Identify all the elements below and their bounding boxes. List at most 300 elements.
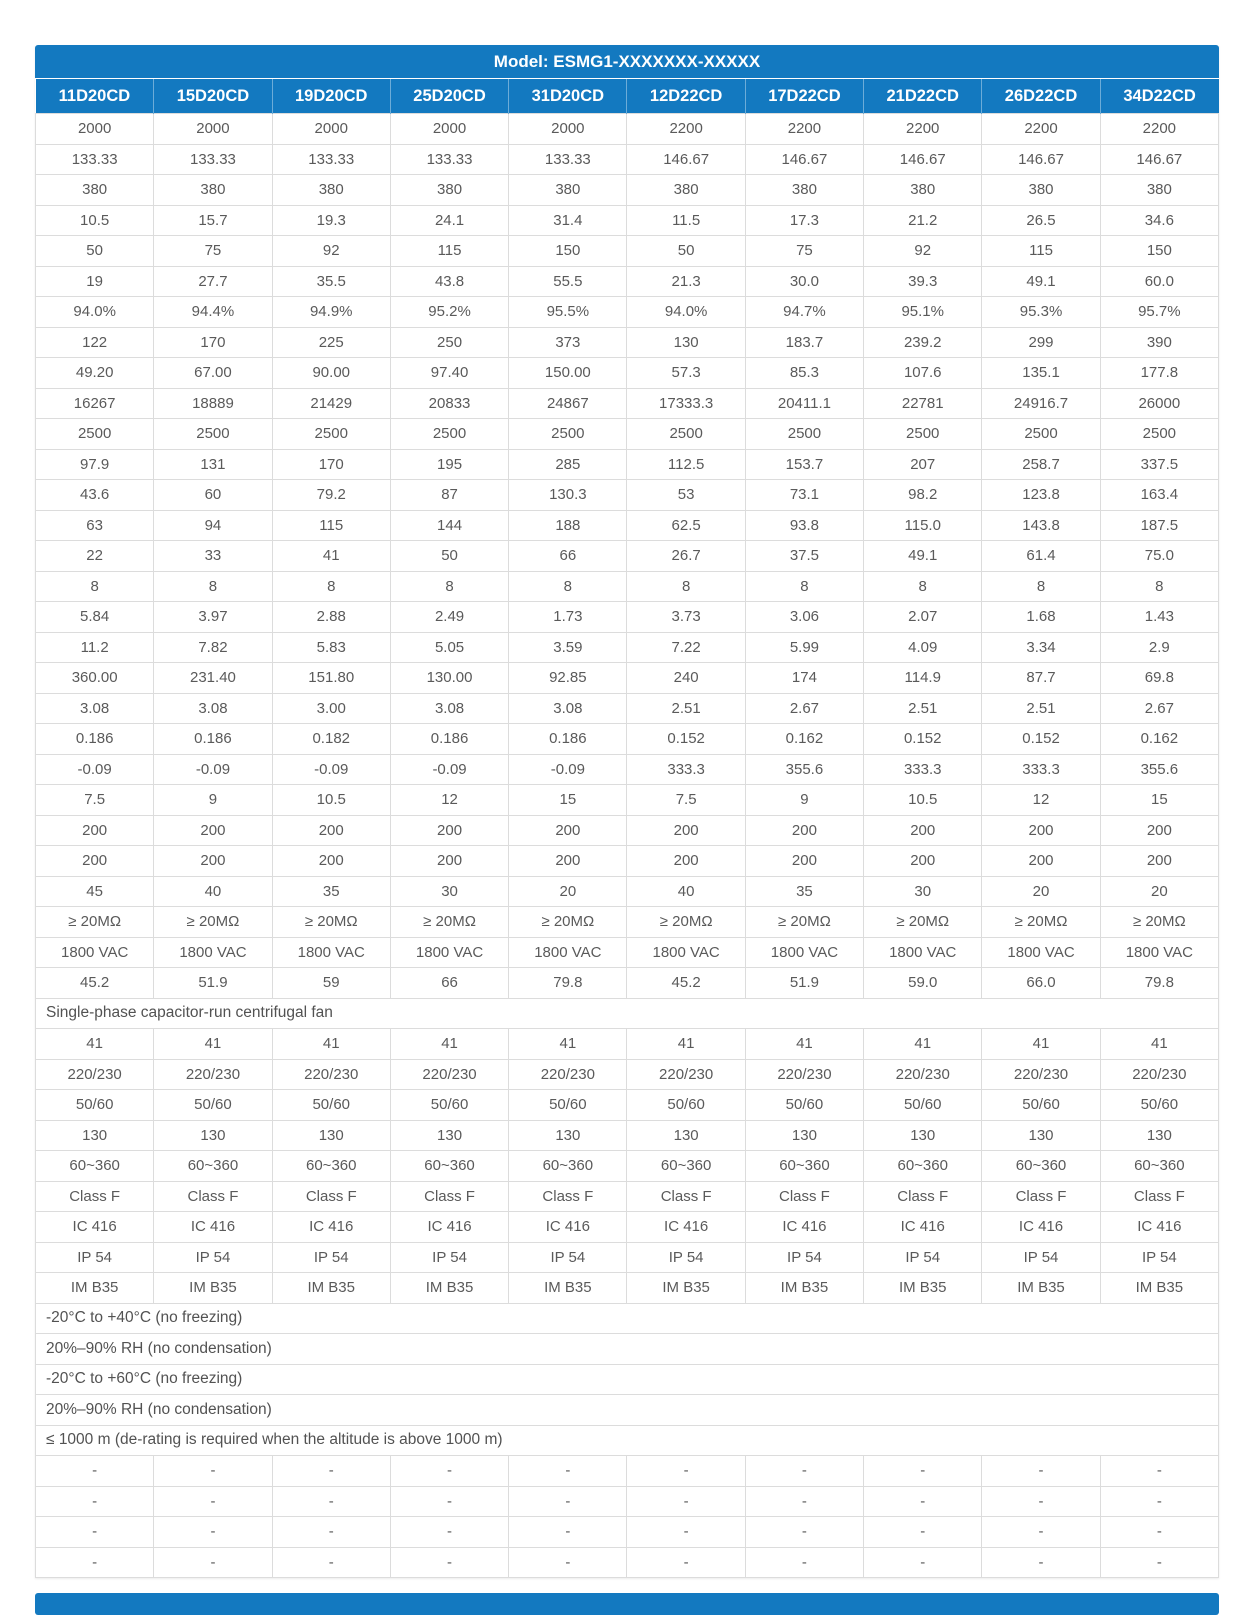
table-row <box>36 327 1219 358</box>
table-cell: 8 <box>390 571 508 602</box>
table-row <box>36 876 1219 907</box>
table-cell: 50/60 <box>390 1090 508 1121</box>
table-cell: 41 <box>1100 1029 1218 1060</box>
table-cell: IP 54 <box>864 1242 982 1273</box>
table-cell: Class F <box>627 1181 745 1212</box>
table-cell: ≥ 20MΩ <box>36 907 154 938</box>
table-cell: 2.9 <box>1100 632 1218 663</box>
table-cell: IM B35 <box>982 1273 1100 1304</box>
table-row <box>36 144 1219 175</box>
table-cell: 130 <box>627 327 745 358</box>
table-cell: 90.00 <box>272 358 390 389</box>
table-cell: 51.9 <box>154 968 272 999</box>
table-cell: 115 <box>982 236 1100 267</box>
table-cell: 17.3 <box>745 205 863 236</box>
table-cell: 16267 <box>36 388 154 419</box>
table-cell: 3.08 <box>509 693 627 724</box>
table-cell: 18889 <box>154 388 272 419</box>
table-cell: 35 <box>745 876 863 907</box>
table-cell: 130 <box>627 1120 745 1151</box>
table-cell: 200 <box>36 846 154 877</box>
table-cell: 2500 <box>390 419 508 450</box>
table-cell: 3.08 <box>390 693 508 724</box>
table-cell: 45.2 <box>36 968 154 999</box>
table-cell: 21429 <box>272 388 390 419</box>
table-cell: 2.51 <box>627 693 745 724</box>
table-row <box>36 1425 1219 1456</box>
merged-row-cell: ≤ 1000 m (de-rating is required when the altitude is above 1000 m) <box>36 1425 1219 1456</box>
table-cell: 151.80 <box>272 663 390 694</box>
column-header: 26D22CD <box>982 79 1100 114</box>
table-row <box>36 1120 1219 1151</box>
table-cell: 3.08 <box>36 693 154 724</box>
table-cell: 43.6 <box>36 480 154 511</box>
table-cell: 333.3 <box>627 754 745 785</box>
table-cell: 150.00 <box>509 358 627 389</box>
table-cell: 380 <box>509 175 627 206</box>
table-cell: 1800 VAC <box>36 937 154 968</box>
table-cell: IC 416 <box>745 1212 863 1243</box>
table-cell: 0.186 <box>36 724 154 755</box>
table-cell: 20 <box>982 876 1100 907</box>
table-row <box>36 1273 1219 1304</box>
column-header: 11D20CD <box>36 79 154 114</box>
table-cell: 112.5 <box>627 449 745 480</box>
table-cell: 380 <box>745 175 863 206</box>
table-cell: 220/230 <box>509 1059 627 1090</box>
table-cell: 50/60 <box>864 1090 982 1121</box>
table-cell: 177.8 <box>1100 358 1218 389</box>
table-row <box>36 968 1219 999</box>
table-row <box>36 937 1219 968</box>
table-row <box>36 1395 1219 1426</box>
column-header: 15D20CD <box>154 79 272 114</box>
table-cell: - <box>745 1456 863 1487</box>
table-cell: ≥ 20MΩ <box>627 907 745 938</box>
table-cell: 200 <box>272 815 390 846</box>
table-cell: 133.33 <box>272 144 390 175</box>
table-cell: 26.7 <box>627 541 745 572</box>
table-cell: 130 <box>390 1120 508 1151</box>
table-cell: 62.5 <box>627 510 745 541</box>
table-cell: - <box>1100 1456 1218 1487</box>
table-cell: 50/60 <box>154 1090 272 1121</box>
table-cell: 92 <box>864 236 982 267</box>
table-cell: IM B35 <box>864 1273 982 1304</box>
table-cell: 200 <box>627 846 745 877</box>
table-cell: 107.6 <box>864 358 982 389</box>
table-cell: 200 <box>36 815 154 846</box>
table-cell: - <box>627 1456 745 1487</box>
table-cell: 60~360 <box>1100 1151 1218 1182</box>
table-cell: IC 416 <box>154 1212 272 1243</box>
table-cell: 92 <box>272 236 390 267</box>
table-cell: 187.5 <box>1100 510 1218 541</box>
table-cell: IC 416 <box>627 1212 745 1243</box>
table-cell: 50 <box>627 236 745 267</box>
table-cell: 7.22 <box>627 632 745 663</box>
table-cell: 94.7% <box>745 297 863 328</box>
table-cell: 2000 <box>509 114 627 145</box>
table-cell: 200 <box>1100 815 1218 846</box>
table-cell: 8 <box>509 571 627 602</box>
table-cell: 195 <box>390 449 508 480</box>
table-cell: 66 <box>509 541 627 572</box>
table-cell: - <box>272 1547 390 1578</box>
table-cell: 133.33 <box>390 144 508 175</box>
table-row <box>36 388 1219 419</box>
table-cell: 131 <box>154 449 272 480</box>
table-cell: 22781 <box>864 388 982 419</box>
table-cell: 390 <box>1100 327 1218 358</box>
table-cell: 50 <box>390 541 508 572</box>
table-cell: 30.0 <box>745 266 863 297</box>
table-cell: 333.3 <box>982 754 1100 785</box>
table-cell: 22 <box>36 541 154 572</box>
column-header: 34D22CD <box>1100 79 1218 114</box>
table-cell: 123.8 <box>982 480 1100 511</box>
table-cell: 1800 VAC <box>864 937 982 968</box>
table-cell: 26000 <box>1100 388 1218 419</box>
table-cell: 4.09 <box>864 632 982 663</box>
table-cell: 11.5 <box>627 205 745 236</box>
table-cell: IP 54 <box>1100 1242 1218 1273</box>
table-cell: 2500 <box>627 419 745 450</box>
table-cell: 380 <box>272 175 390 206</box>
table-cell: IP 54 <box>509 1242 627 1273</box>
table-cell: 0.162 <box>745 724 863 755</box>
table-cell: -0.09 <box>36 754 154 785</box>
table-cell: 59 <box>272 968 390 999</box>
table-cell: 200 <box>745 815 863 846</box>
table-row <box>36 724 1219 755</box>
table-cell: 21.2 <box>864 205 982 236</box>
table-cell: 333.3 <box>864 754 982 785</box>
table-cell: 2200 <box>982 114 1100 145</box>
table-cell: 8 <box>154 571 272 602</box>
table-cell: 380 <box>627 175 745 206</box>
table-row <box>36 693 1219 724</box>
table-cell: - <box>36 1517 154 1548</box>
table-row <box>36 754 1219 785</box>
table-cell: Class F <box>36 1181 154 1212</box>
table-row <box>36 205 1219 236</box>
table-cell: 2500 <box>272 419 390 450</box>
table-cell: 200 <box>745 846 863 877</box>
table-cell: 45 <box>36 876 154 907</box>
table-cell: 41 <box>36 1029 154 1060</box>
table-row <box>36 1303 1219 1334</box>
table-cell: 1.73 <box>509 602 627 633</box>
table-cell: 373 <box>509 327 627 358</box>
table-cell: 95.7% <box>1100 297 1218 328</box>
table-cell: 0.186 <box>154 724 272 755</box>
table-cell: 98.2 <box>864 480 982 511</box>
table-cell: 93.8 <box>745 510 863 541</box>
table-cell: - <box>1100 1517 1218 1548</box>
table-cell: 8 <box>1100 571 1218 602</box>
table-cell: 59.0 <box>864 968 982 999</box>
table-cell: 220/230 <box>982 1059 1100 1090</box>
table-cell: 285 <box>509 449 627 480</box>
table-row <box>36 1486 1219 1517</box>
table-cell: 66.0 <box>982 968 1100 999</box>
table-cell: 95.1% <box>864 297 982 328</box>
table-cell: - <box>745 1517 863 1548</box>
table-cell: 55.5 <box>509 266 627 297</box>
table-cell: 50/60 <box>509 1090 627 1121</box>
table-cell: - <box>154 1547 272 1578</box>
table-cell: 200 <box>154 815 272 846</box>
table-row <box>36 1456 1219 1487</box>
column-header: 25D20CD <box>390 79 508 114</box>
table-cell: 220/230 <box>154 1059 272 1090</box>
table-cell: 2000 <box>36 114 154 145</box>
table-cell: 3.59 <box>509 632 627 663</box>
table-cell: 10.5 <box>272 785 390 816</box>
table-cell: 60~360 <box>272 1151 390 1182</box>
table-cell: 2.49 <box>390 602 508 633</box>
column-header: 19D20CD <box>272 79 390 114</box>
merged-row-cell: -20°C to +60°C (no freezing) <box>36 1364 1219 1395</box>
column-header: 21D22CD <box>864 79 982 114</box>
table-cell: 146.67 <box>864 144 982 175</box>
table-cell: Class F <box>864 1181 982 1212</box>
table-cell: 0.152 <box>627 724 745 755</box>
table-cell: 200 <box>272 846 390 877</box>
table-cell: 207 <box>864 449 982 480</box>
table-cell: - <box>982 1486 1100 1517</box>
table-row <box>36 815 1219 846</box>
table-cell: - <box>36 1486 154 1517</box>
table-cell: 97.9 <box>36 449 154 480</box>
table-cell: 15 <box>509 785 627 816</box>
table-cell: 5.05 <box>390 632 508 663</box>
table-row <box>36 1364 1219 1395</box>
table-cell: 146.67 <box>982 144 1100 175</box>
table-cell: 60~360 <box>745 1151 863 1182</box>
table-cell: 37.5 <box>745 541 863 572</box>
table-row <box>36 1090 1219 1121</box>
table-cell: 67.00 <box>154 358 272 389</box>
table-row <box>36 510 1219 541</box>
table-cell: IC 416 <box>272 1212 390 1243</box>
table-cell: 220/230 <box>627 1059 745 1090</box>
table-cell: 1800 VAC <box>154 937 272 968</box>
table-cell: 34.6 <box>1100 205 1218 236</box>
table-cell: 380 <box>864 175 982 206</box>
table-cell: 12 <box>390 785 508 816</box>
table-cell: 146.67 <box>745 144 863 175</box>
table-cell: 41 <box>627 1029 745 1060</box>
table-cell: 3.34 <box>982 632 1100 663</box>
table-cell: 130.3 <box>509 480 627 511</box>
table-cell: 41 <box>745 1029 863 1060</box>
table-cell: 2500 <box>982 419 1100 450</box>
table-cell: 50/60 <box>745 1090 863 1121</box>
column-header: 31D20CD <box>509 79 627 114</box>
table-cell: 94.0% <box>627 297 745 328</box>
table-cell: 41 <box>390 1029 508 1060</box>
table-cell: 355.6 <box>1100 754 1218 785</box>
table-cell: 220/230 <box>864 1059 982 1090</box>
table-cell: 19.3 <box>272 205 390 236</box>
table-cell: 30 <box>864 876 982 907</box>
table-cell: 2500 <box>154 419 272 450</box>
table-cell: 2200 <box>627 114 745 145</box>
table-cell: 75 <box>154 236 272 267</box>
table-cell: 17333.3 <box>627 388 745 419</box>
table-cell: 115 <box>272 510 390 541</box>
table-cell: 94 <box>154 510 272 541</box>
table-cell: ≥ 20MΩ <box>509 907 627 938</box>
table-cell: 1800 VAC <box>982 937 1100 968</box>
table-cell: 2000 <box>272 114 390 145</box>
table-cell: 133.33 <box>509 144 627 175</box>
table-cell: IP 54 <box>36 1242 154 1273</box>
table-row <box>36 602 1219 633</box>
table-cell: 153.7 <box>745 449 863 480</box>
table-cell: 220/230 <box>1100 1059 1218 1090</box>
table-cell: IM B35 <box>36 1273 154 1304</box>
table-row <box>36 236 1219 267</box>
table-cell: 130 <box>982 1120 1100 1151</box>
table-row <box>36 663 1219 694</box>
table-cell: 2200 <box>864 114 982 145</box>
table-cell: 94.4% <box>154 297 272 328</box>
table-cell: - <box>627 1517 745 1548</box>
table-cell: 2.88 <box>272 602 390 633</box>
table-cell: 57.3 <box>627 358 745 389</box>
table-cell: 183.7 <box>745 327 863 358</box>
table-cell: 114.9 <box>864 663 982 694</box>
table-cell: 2500 <box>745 419 863 450</box>
table-row <box>36 571 1219 602</box>
table-cell: 220/230 <box>390 1059 508 1090</box>
table-cell: IC 416 <box>390 1212 508 1243</box>
table-cell: IC 416 <box>864 1212 982 1243</box>
table-cell: 220/230 <box>36 1059 154 1090</box>
table-cell: - <box>509 1486 627 1517</box>
table-cell: 240 <box>627 663 745 694</box>
table-cell: IP 54 <box>982 1242 1100 1273</box>
table-cell: - <box>390 1517 508 1548</box>
table-cell: 122 <box>36 327 154 358</box>
table-cell: 2500 <box>1100 419 1218 450</box>
table-cell: 33 <box>154 541 272 572</box>
table-cell: 3.06 <box>745 602 863 633</box>
table-row <box>36 480 1219 511</box>
table-row <box>36 1029 1219 1060</box>
table-row <box>36 907 1219 938</box>
table-cell: 79.8 <box>509 968 627 999</box>
table-cell: 0.186 <box>390 724 508 755</box>
spec-table-grid <box>35 78 1219 1578</box>
table-cell: 10.5 <box>36 205 154 236</box>
table-row <box>36 998 1219 1029</box>
table-cell: 2500 <box>36 419 154 450</box>
table-cell: IM B35 <box>1100 1273 1218 1304</box>
table-cell: 3.08 <box>154 693 272 724</box>
table-cell: 50 <box>36 236 154 267</box>
spec-table <box>35 45 1219 1578</box>
table-cell: 15 <box>1100 785 1218 816</box>
table-cell: 35.5 <box>272 266 390 297</box>
table-cell: - <box>864 1486 982 1517</box>
table-cell: ≥ 20MΩ <box>154 907 272 938</box>
merged-row-cell: 20%–90% RH (no condensation) <box>36 1334 1219 1365</box>
table-cell: 3.73 <box>627 602 745 633</box>
table-row <box>36 785 1219 816</box>
table-cell: 41 <box>982 1029 1100 1060</box>
table-row <box>36 1212 1219 1243</box>
table-cell: -0.09 <box>272 754 390 785</box>
table-row <box>36 114 1219 145</box>
table-cell: - <box>982 1547 1100 1578</box>
table-cell: 1.68 <box>982 602 1100 633</box>
table-cell: 79.2 <box>272 480 390 511</box>
table-cell: 8 <box>982 571 1100 602</box>
table-title: Model: ESMG1-XXXXXXX-XXXXX <box>35 45 1219 78</box>
table-cell: 150 <box>1100 236 1218 267</box>
table-cell: 19 <box>36 266 154 297</box>
table-cell: 188 <box>509 510 627 541</box>
table-cell: 94.0% <box>36 297 154 328</box>
table-cell: 130 <box>36 1120 154 1151</box>
table-cell: 24916.7 <box>982 388 1100 419</box>
table-cell: 200 <box>390 815 508 846</box>
table-cell: 24.1 <box>390 205 508 236</box>
table-cell: 170 <box>154 327 272 358</box>
table-cell: 2200 <box>1100 114 1218 145</box>
table-cell: 200 <box>982 846 1100 877</box>
table-cell: 8 <box>745 571 863 602</box>
table-cell: 50/60 <box>1100 1090 1218 1121</box>
table-cell: 200 <box>627 815 745 846</box>
table-cell: 35 <box>272 876 390 907</box>
table-row <box>36 419 1219 450</box>
table-cell: 95.5% <box>509 297 627 328</box>
table-cell: - <box>627 1547 745 1578</box>
table-cell: IM B35 <box>509 1273 627 1304</box>
table-cell: 94.9% <box>272 297 390 328</box>
table-cell: 130 <box>272 1120 390 1151</box>
table-cell: - <box>272 1486 390 1517</box>
table-cell: 7.82 <box>154 632 272 663</box>
table-cell: 220/230 <box>272 1059 390 1090</box>
table-row <box>36 449 1219 480</box>
table-cell: - <box>272 1456 390 1487</box>
table-cell: 170 <box>272 449 390 480</box>
table-cell: 75 <box>745 236 863 267</box>
table-cell: 130 <box>1100 1120 1218 1151</box>
table-cell: - <box>272 1517 390 1548</box>
table-cell: 1800 VAC <box>272 937 390 968</box>
table-cell: 174 <box>745 663 863 694</box>
table-cell: 200 <box>509 846 627 877</box>
table-cell: Class F <box>1100 1181 1218 1212</box>
table-cell: 26.5 <box>982 205 1100 236</box>
table-cell: ≥ 20MΩ <box>390 907 508 938</box>
table-cell: 8 <box>627 571 745 602</box>
table-cell: 200 <box>509 815 627 846</box>
table-cell: 60~360 <box>509 1151 627 1182</box>
table-cell: 31.4 <box>509 205 627 236</box>
table-cell: 66 <box>390 968 508 999</box>
table-cell: IP 54 <box>390 1242 508 1273</box>
table-cell: 73.1 <box>745 480 863 511</box>
table-cell: 49.1 <box>864 541 982 572</box>
